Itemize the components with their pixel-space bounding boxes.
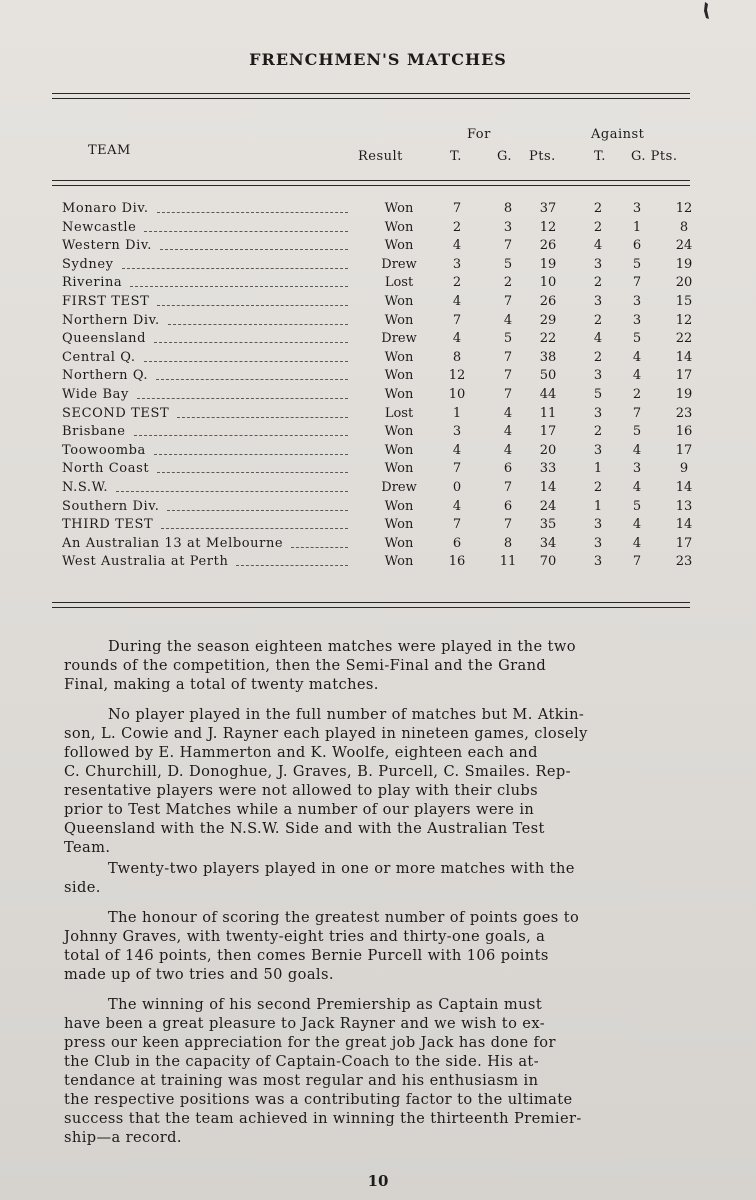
for-points-cell: 10	[539, 275, 557, 291]
paragraph-top-scorers: The honour of scoring the greatest number of points goes to Johnny Graves, with twenty-eight tries and thirty-one goals, a total of 146 points, then comes Bernie Purcell with 106 points made up of two tries and 50 goals.	[64, 909, 580, 983]
header-against: Against	[591, 127, 645, 142]
table-bottom-rule	[52, 602, 690, 603]
team-name-cell: Toowoomba	[62, 442, 146, 458]
result-cell: Won	[384, 238, 414, 254]
against-points-cell: 12	[675, 312, 693, 328]
team-name-cell: SECOND TEST	[62, 405, 170, 421]
against-tries-cell: 3	[593, 294, 603, 309]
dotted-leader	[144, 361, 348, 362]
team-name-cell: North Coast	[62, 461, 150, 477]
table-row	[0, 220, 756, 238]
header-rule	[52, 180, 690, 181]
table-bottom-rule	[52, 607, 690, 608]
for-points-cell: 19	[539, 256, 557, 272]
table-row	[0, 461, 756, 479]
for-goals-cell: 2	[503, 275, 513, 291]
header-against-goals-points: G. Pts.	[631, 149, 678, 164]
result-cell: Won	[384, 442, 414, 458]
result-cell: Won	[384, 349, 414, 365]
table-row	[0, 387, 756, 405]
against-goals-cell: 4	[632, 349, 642, 365]
against-goals-cell: 3	[632, 201, 642, 216]
dotted-leader	[177, 417, 348, 418]
against-points-cell: 20	[675, 275, 693, 291]
against-goals-cell: 3	[632, 461, 642, 477]
header-for-points: Pts.	[529, 149, 556, 164]
for-tries-cell: 4	[452, 294, 462, 309]
against-goals-cell: 7	[632, 405, 642, 421]
ink-mark	[702, 2, 710, 20]
against-tries-cell: 3	[593, 368, 603, 384]
for-goals-cell: 8	[503, 201, 513, 216]
table-row	[0, 331, 756, 349]
against-points-cell: 13	[675, 498, 693, 514]
for-points-cell: 26	[539, 238, 557, 254]
against-tries-cell: 5	[593, 387, 603, 402]
paragraph-captain-coach: The winning of his second Premiership as Captain must have been a great pleasure to Jack Rayner and we wish to ex- press our keen appreciation for the great job Jack has done for the Club in the capacity of Captain-Coach to the side. His at- tendance at training was most regular and his enthusiasm in the respective positions was a contributing factor to the ultimate success that the team achieved in winning the thirteenth Premier- ship—a record.	[64, 996, 582, 1146]
for-tries-cell: 4	[452, 442, 462, 458]
against-tries-cell: 3	[593, 442, 603, 458]
for-goals-cell: 3	[503, 219, 513, 235]
team-name-cell: Sydney	[62, 256, 114, 272]
for-goals-cell: 7	[503, 238, 513, 254]
against-tries-cell: 4	[593, 238, 603, 254]
against-tries-cell: 2	[593, 219, 603, 235]
against-goals-cell: 7	[632, 275, 642, 291]
against-points-cell: 17	[675, 368, 693, 384]
against-goals-cell: 4	[632, 368, 642, 384]
team-name-cell: Western Div.	[62, 238, 153, 254]
against-tries-cell: 3	[593, 554, 603, 570]
for-goals-cell: 4	[503, 424, 513, 440]
against-goals-cell: 7	[632, 554, 642, 570]
against-tries-cell: 3	[593, 256, 603, 272]
for-points-cell: 33	[539, 461, 557, 477]
against-points-cell: 19	[675, 256, 693, 272]
against-goals-cell: 4	[632, 442, 642, 458]
for-points-cell: 26	[539, 294, 557, 309]
dotted-leader	[130, 286, 348, 287]
for-points-cell: 11	[539, 405, 557, 421]
against-tries-cell: 4	[593, 331, 603, 347]
for-goals-cell: 6	[503, 498, 513, 514]
result-cell: Won	[384, 312, 414, 328]
table-top-rule	[52, 93, 690, 94]
for-points-cell: 37	[539, 201, 557, 216]
for-points-cell: 50	[539, 368, 557, 384]
for-tries-cell: 10	[448, 387, 466, 402]
against-tries-cell: 2	[593, 480, 603, 495]
for-tries-cell: 4	[452, 238, 462, 254]
against-goals-cell: 2	[632, 387, 642, 402]
against-points-cell: 22	[675, 331, 693, 347]
against-points-cell: 23	[675, 405, 693, 421]
dotted-leader	[160, 249, 348, 250]
header-against-tries: T.	[594, 149, 606, 164]
header-rule	[52, 185, 690, 186]
team-name-cell: Northern Div.	[62, 312, 160, 328]
dotted-leader	[137, 398, 348, 399]
against-goals-cell: 5	[632, 498, 642, 514]
against-points-cell: 15	[675, 294, 693, 309]
table-row	[0, 275, 756, 293]
result-cell: Won	[384, 219, 414, 235]
team-name-cell: Queensland	[62, 331, 147, 347]
for-tries-cell: 4	[452, 331, 462, 347]
for-points-cell: 14	[539, 480, 557, 495]
team-name-cell: An Australian 13 at Melbourne	[62, 535, 284, 551]
for-goals-cell: 4	[503, 442, 513, 458]
team-name-cell: Brisbane	[62, 424, 126, 440]
for-points-cell: 70	[539, 554, 557, 570]
against-tries-cell: 2	[593, 349, 603, 365]
table-row	[0, 313, 756, 331]
for-goals-cell: 7	[503, 349, 513, 365]
result-cell: Drew	[381, 480, 417, 495]
team-name-cell: West Australia at Perth	[62, 554, 229, 570]
against-points-cell: 17	[675, 535, 693, 551]
against-goals-cell: 6	[632, 238, 642, 254]
team-name-cell: Newcastle	[62, 219, 137, 235]
team-name-cell: Riverina	[62, 275, 123, 291]
dotted-leader	[236, 565, 348, 566]
page-number: 10	[367, 1172, 389, 1190]
for-points-cell: 12	[539, 219, 557, 235]
team-name-cell: THIRD TEST	[62, 517, 154, 533]
against-goals-cell: 4	[632, 517, 642, 533]
result-cell: Lost	[384, 405, 414, 421]
against-goals-cell: 5	[632, 331, 642, 347]
for-points-cell: 29	[539, 312, 557, 328]
against-points-cell: 16	[675, 424, 693, 440]
against-tries-cell: 3	[593, 405, 603, 421]
against-points-cell: 19	[675, 387, 693, 402]
dotted-leader	[144, 231, 348, 232]
table-row	[0, 554, 756, 572]
table-row	[0, 201, 756, 219]
header-for-tries: T.	[450, 149, 462, 164]
table-row	[0, 406, 756, 424]
for-goals-cell: 11	[499, 554, 517, 570]
result-cell: Lost	[384, 275, 414, 291]
result-cell: Won	[384, 368, 414, 384]
for-tries-cell: 7	[452, 312, 462, 328]
team-name-cell: Northern Q.	[62, 368, 149, 384]
table-row	[0, 517, 756, 535]
result-cell: Won	[384, 461, 414, 477]
against-goals-cell: 4	[632, 480, 642, 495]
result-cell: Won	[384, 294, 414, 309]
table-top-rule	[52, 98, 690, 99]
against-tries-cell: 2	[593, 424, 603, 440]
against-goals-cell: 3	[632, 312, 642, 328]
for-goals-cell: 7	[503, 368, 513, 384]
table-row	[0, 257, 756, 275]
result-cell: Drew	[381, 331, 417, 347]
dotted-leader	[154, 342, 348, 343]
against-points-cell: 8	[679, 219, 689, 235]
dotted-leader	[157, 212, 348, 213]
for-goals-cell: 5	[503, 331, 513, 347]
against-points-cell: 24	[675, 238, 693, 254]
paragraph-matches-played: During the season eighteen matches were played in the two rounds of the competition, then the Semi-Final and the Grand Final, making a total of twenty matches.	[64, 638, 576, 693]
dotted-leader	[161, 528, 348, 529]
for-tries-cell: 7	[452, 517, 462, 533]
table-row	[0, 238, 756, 256]
for-tries-cell: 0	[452, 480, 462, 495]
for-goals-cell: 8	[503, 535, 513, 551]
against-points-cell: 14	[675, 517, 693, 533]
team-name-cell: Wide Bay	[62, 387, 129, 402]
against-tries-cell: 1	[593, 461, 603, 477]
against-points-cell: 14	[675, 480, 693, 495]
dotted-leader	[157, 305, 348, 306]
dotted-leader	[157, 472, 348, 473]
for-points-cell: 34	[539, 535, 557, 551]
for-goals-cell: 7	[503, 517, 513, 533]
header-for: For	[467, 127, 491, 142]
against-tries-cell: 2	[593, 312, 603, 328]
header-for-goals: G.	[497, 149, 513, 164]
header-result: Result	[358, 149, 403, 164]
for-tries-cell: 7	[452, 461, 462, 477]
for-goals-cell: 5	[503, 256, 513, 272]
for-tries-cell: 6	[452, 535, 462, 551]
table-row	[0, 499, 756, 517]
dotted-leader	[291, 547, 348, 548]
result-cell: Won	[384, 554, 414, 570]
for-tries-cell: 2	[452, 219, 462, 235]
dotted-leader	[122, 268, 348, 269]
for-tries-cell: 3	[452, 424, 462, 440]
for-points-cell: 20	[539, 442, 557, 458]
team-name-cell: FIRST TEST	[62, 294, 150, 309]
for-tries-cell: 3	[452, 256, 462, 272]
result-cell: Won	[384, 517, 414, 533]
dotted-leader	[154, 454, 348, 455]
for-points-cell: 17	[539, 424, 557, 440]
table-row	[0, 294, 756, 312]
against-tries-cell: 3	[593, 535, 603, 551]
dotted-leader	[167, 510, 348, 511]
table-row	[0, 350, 756, 368]
dotted-leader	[168, 324, 348, 325]
for-goals-cell: 7	[503, 387, 513, 402]
for-tries-cell: 8	[452, 349, 462, 365]
result-cell: Won	[384, 498, 414, 514]
result-cell: Won	[384, 535, 414, 551]
dotted-leader	[134, 435, 348, 436]
against-points-cell: 17	[675, 442, 693, 458]
page-title: FRENCHMEN'S MATCHES	[249, 50, 507, 69]
for-goals-cell: 6	[503, 461, 513, 477]
team-name-cell: Central Q.	[62, 349, 136, 365]
paragraph-player-appearances: No player played in the full number of matches but M. Atkin- son, L. Cowie and J. Rayner each played in nineteen games, closely followed by E. Hammerton and K. Woolfe, eighteen each and C. Churchill, D. Donoghue, J. Graves, B. Purcell, C. Smailes. Rep- resentative players were not allowed to play with their clubs prior to Test Matches while a number of our players were in Queensland with the N.S.W. Side and with the Australian Test Team.	[64, 706, 588, 856]
for-tries-cell: 16	[448, 554, 466, 570]
table-row	[0, 480, 756, 498]
against-tries-cell: 1	[593, 498, 603, 514]
result-cell: Drew	[381, 256, 417, 272]
for-tries-cell: 2	[452, 275, 462, 291]
against-points-cell: 23	[675, 554, 693, 570]
paragraph-players-used: Twenty-two players played in one or more matches with the side.	[64, 860, 575, 896]
for-tries-cell: 1	[452, 405, 462, 421]
against-tries-cell: 2	[593, 201, 603, 216]
for-goals-cell: 4	[503, 405, 513, 421]
table-row	[0, 424, 756, 442]
table-row	[0, 536, 756, 554]
for-tries-cell: 12	[448, 368, 466, 384]
against-tries-cell: 3	[593, 517, 603, 533]
against-goals-cell: 5	[632, 424, 642, 440]
header-team: TEAM	[88, 143, 131, 158]
for-goals-cell: 7	[503, 480, 513, 495]
for-tries-cell: 4	[452, 498, 462, 514]
against-goals-cell: 4	[632, 535, 642, 551]
for-points-cell: 38	[539, 349, 557, 365]
against-goals-cell: 5	[632, 256, 642, 272]
result-cell: Won	[384, 424, 414, 440]
table-row	[0, 443, 756, 461]
dotted-leader	[116, 491, 348, 492]
table-row	[0, 368, 756, 386]
against-tries-cell: 2	[593, 275, 603, 291]
against-goals-cell: 1	[632, 219, 642, 235]
for-goals-cell: 4	[503, 312, 513, 328]
for-points-cell: 22	[539, 331, 557, 347]
against-goals-cell: 3	[632, 294, 642, 309]
against-points-cell: 9	[679, 461, 689, 477]
result-cell: Won	[384, 387, 414, 402]
against-points-cell: 14	[675, 349, 693, 365]
result-cell: Won	[384, 201, 414, 216]
for-points-cell: 24	[539, 498, 557, 514]
team-name-cell: Monaro Div.	[62, 201, 149, 216]
against-points-cell: 12	[675, 201, 693, 216]
team-name-cell: N.S.W.	[62, 480, 109, 495]
for-points-cell: 44	[539, 387, 557, 402]
for-points-cell: 35	[539, 517, 557, 533]
dotted-leader	[156, 379, 348, 380]
for-goals-cell: 7	[503, 294, 513, 309]
for-tries-cell: 7	[452, 201, 462, 216]
team-name-cell: Southern Div.	[62, 498, 160, 514]
